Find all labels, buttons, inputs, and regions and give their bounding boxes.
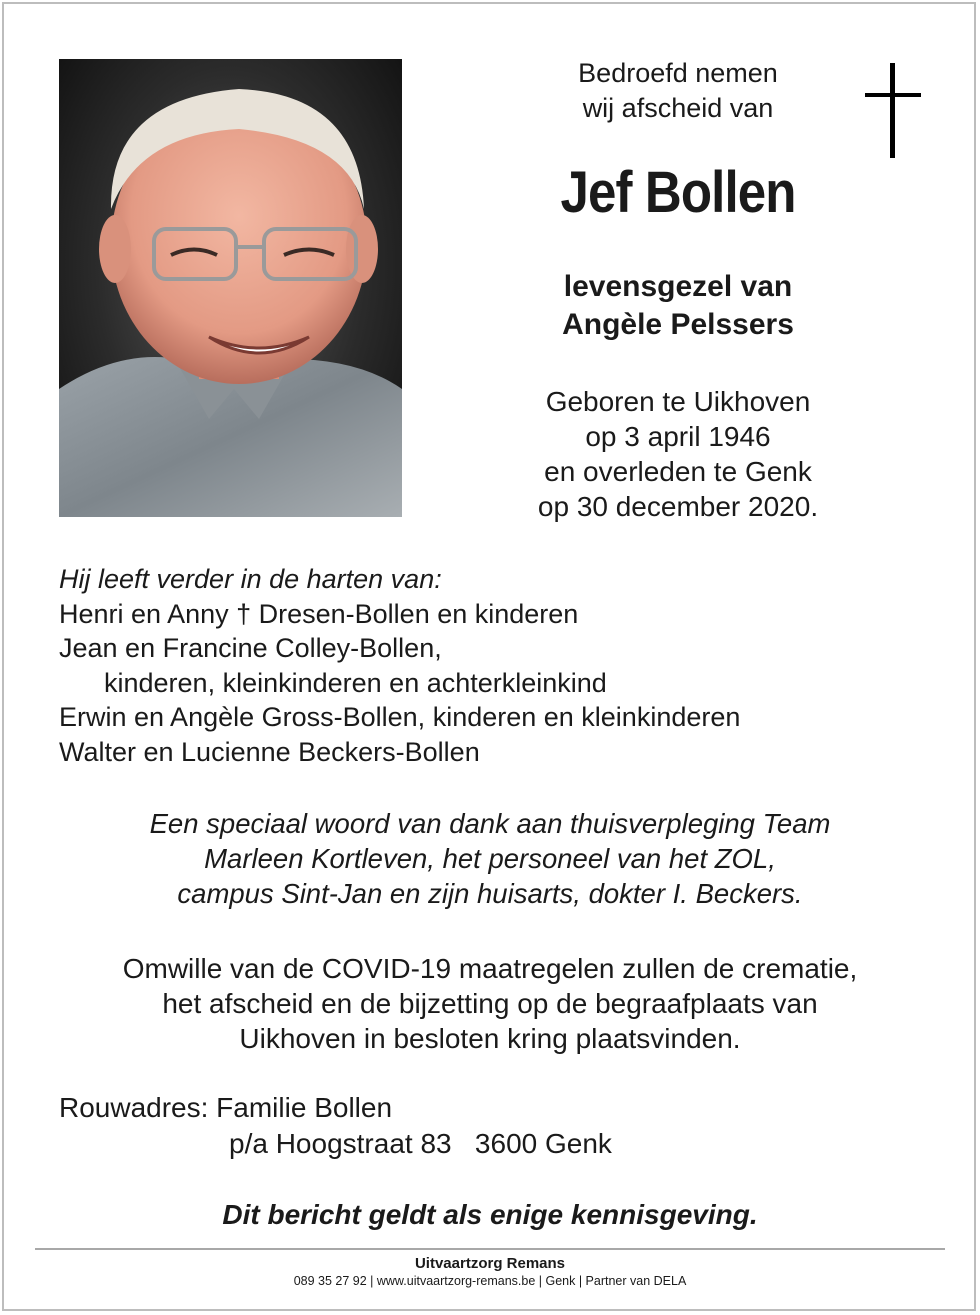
intro-text <box>480 56 876 126</box>
partner-line: Angèle Pelssers <box>562 308 794 341</box>
survivor-line: Henri en Anny † Dresen-Bollen en kinderen <box>59 598 579 629</box>
dates-line: Geboren te Uikhoven <box>545 386 811 417</box>
survivor-line: Erwin en Angèle Gross-Bollen, kinderen en kleinkinderen <box>59 702 741 732</box>
partner-line: levensgezel van <box>563 270 793 303</box>
survivor-line: kinderen, kleinkinderen en achterkleinkind <box>104 667 607 698</box>
address-line: Rouwadres: Familie Bollen <box>59 1092 393 1123</box>
survivors-list <box>59 562 939 769</box>
dates-line: op 30 december 2020. <box>537 491 819 522</box>
dates-line: en overleden te Genk <box>544 456 812 487</box>
intro-line: wij afscheid van <box>582 93 774 123</box>
covid-line: Omwille van de COVID-19 maatregelen zullen de crematie, <box>122 953 858 984</box>
covid-line: Uikhoven in besloten kring plaatsvinden. <box>239 1023 741 1054</box>
survivor-line: Walter en Lucienne Beckers-Bollen <box>59 736 480 767</box>
partner-text <box>480 268 876 344</box>
intro-line: Bedroefd nemen <box>578 58 778 88</box>
survivors-lead: Hij leeft verder in de harten van: <box>59 564 442 594</box>
thanks-text <box>40 806 940 911</box>
thanks-line: Marleen Kortleven, het personeel van het ZOL, <box>204 843 776 874</box>
covid-notice <box>40 951 940 1056</box>
portrait-photo <box>59 59 402 517</box>
dates-line: op 3 april 1946 <box>585 421 771 452</box>
notice-text: Dit bericht geldt als enige kennisgeving. <box>222 1199 758 1230</box>
survivor-line: Jean en Francine Colley-Bollen, <box>59 633 442 663</box>
thanks-line: campus Sint-Jan en zijn huisarts, dokter I. Beckers. <box>177 878 803 909</box>
mourning-address <box>59 1090 612 1162</box>
footer-divider <box>35 1248 945 1250</box>
covid-line: het afscheid en de bijzetting op de begraafplaats van <box>162 988 818 1019</box>
footer-contact: 089 35 27 92 | www.uitvaartzorg-remans.be | Genk | Partner van DELA <box>293 1274 687 1288</box>
thanks-line: Een speciaal woord van dank aan thuisverpleging Team <box>149 808 831 839</box>
deceased-name: Jef Bollen <box>560 160 796 225</box>
footer-company: Uitvaartzorg Remans <box>414 1255 566 1272</box>
birth-death-dates <box>480 384 876 524</box>
address-line: p/a Hoogstraat 83 3600 Genk <box>229 1128 612 1159</box>
